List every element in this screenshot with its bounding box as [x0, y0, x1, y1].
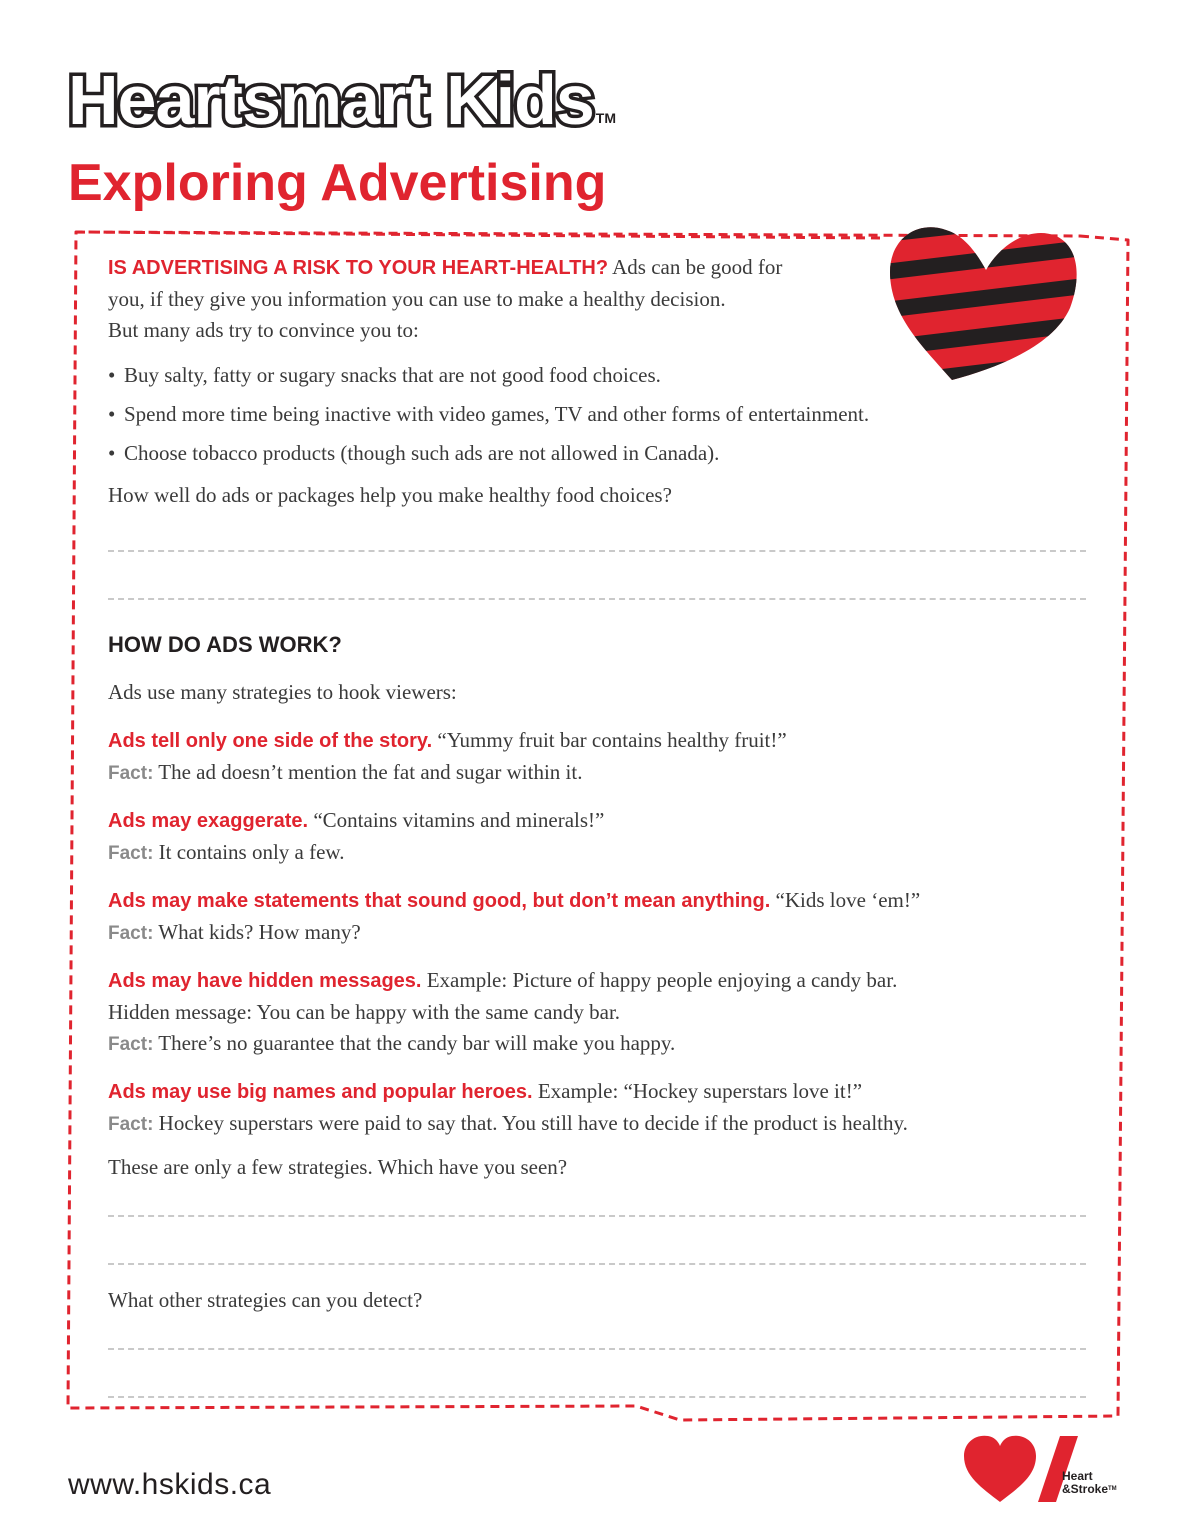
fact-label: Fact: — [108, 1034, 154, 1055]
answer-line[interactable] — [108, 550, 1086, 552]
brand-logo-title — [68, 58, 614, 142]
heart-and-stroke-wordmark: Heart &Stroke™ — [1062, 1469, 1117, 1496]
answer-line[interactable] — [108, 1215, 1086, 1217]
list-item: • Choose tobacco products (though such ads are not allowed in Canada). — [108, 441, 720, 465]
question-healthy-choices: How well do ads or packages help you make healthy food choices? — [108, 483, 672, 507]
brand-name: Heartsmart Kids — [68, 61, 594, 139]
fact-label: Fact: — [108, 843, 154, 864]
answer-line[interactable] — [108, 1263, 1086, 1265]
strategy-hidden-messages: Ads may have hidden messages. Example: Picture of happy people enjoying a candy bar. Hidden message: You can be happy with the same candy bar. Fact: There’s no guarantee that the candy bar will make you happy. — [108, 968, 898, 1055]
page-title: Exploring Advertising — [68, 154, 607, 212]
brand-trademark: TM — [595, 110, 616, 126]
website-link[interactable]: www.hskids.ca — [68, 1468, 272, 1501]
intro-line-3: But many ads try to convince you to: — [108, 318, 419, 342]
intro-line-2: you, if they give you information you can use to make a healthy decision. — [108, 287, 726, 311]
strategy-big-names: Ads may use big names and popular heroes. Example: “Hockey superstars love it!” Fact: Hockey superstars were paid to say that. You still have to decide if the product is healthy. — [108, 1079, 908, 1135]
question-other-strategies: What other strategies can you detect? — [108, 1288, 423, 1312]
answer-line[interactable] — [108, 598, 1086, 600]
list-item: • Spend more time being inactive with video games, TV and other forms of entertainment. — [108, 402, 870, 426]
answer-line[interactable] — [108, 1396, 1086, 1398]
strategies-lead: Ads use many strategies to hook viewers: — [108, 680, 457, 704]
worksheet-content — [108, 252, 1098, 1398]
list-item: • Buy salty, fatty or sugary snacks that are not good food choices. — [108, 363, 661, 387]
question-strategies-seen: These are only a few strategies. Which have you seen? — [108, 1155, 568, 1179]
strategy-one-side: Ads tell only one side of the story. “Yummy fruit bar contains healthy fruit!” Fact: The ad doesn’t mention the fat and sugar within it. — [108, 728, 787, 784]
strategy-statements: Ads may make statements that sound good, but don’t mean anything. “Kids love ‘em!” Fact: What kids? How many? — [108, 888, 921, 944]
fact-label: Fact: — [108, 1114, 154, 1135]
answer-line[interactable] — [108, 1348, 1086, 1350]
how-ads-work-heading: HOW DO ADS WORK? — [108, 632, 342, 657]
fact-label: Fact: — [108, 923, 154, 944]
fact-label: Fact: — [108, 763, 154, 784]
risk-list — [108, 363, 1098, 466]
intro-line-1: Ads can be good for — [608, 255, 783, 279]
strategy-exaggerate: Ads may exaggerate. “Contains vitamins and minerals!” Fact: It contains only a few. — [108, 808, 605, 864]
intro-paragraph — [108, 252, 853, 346]
intro-kicker: IS ADVERTISING A RISK TO YOUR HEART-HEALTH? — [108, 257, 609, 279]
